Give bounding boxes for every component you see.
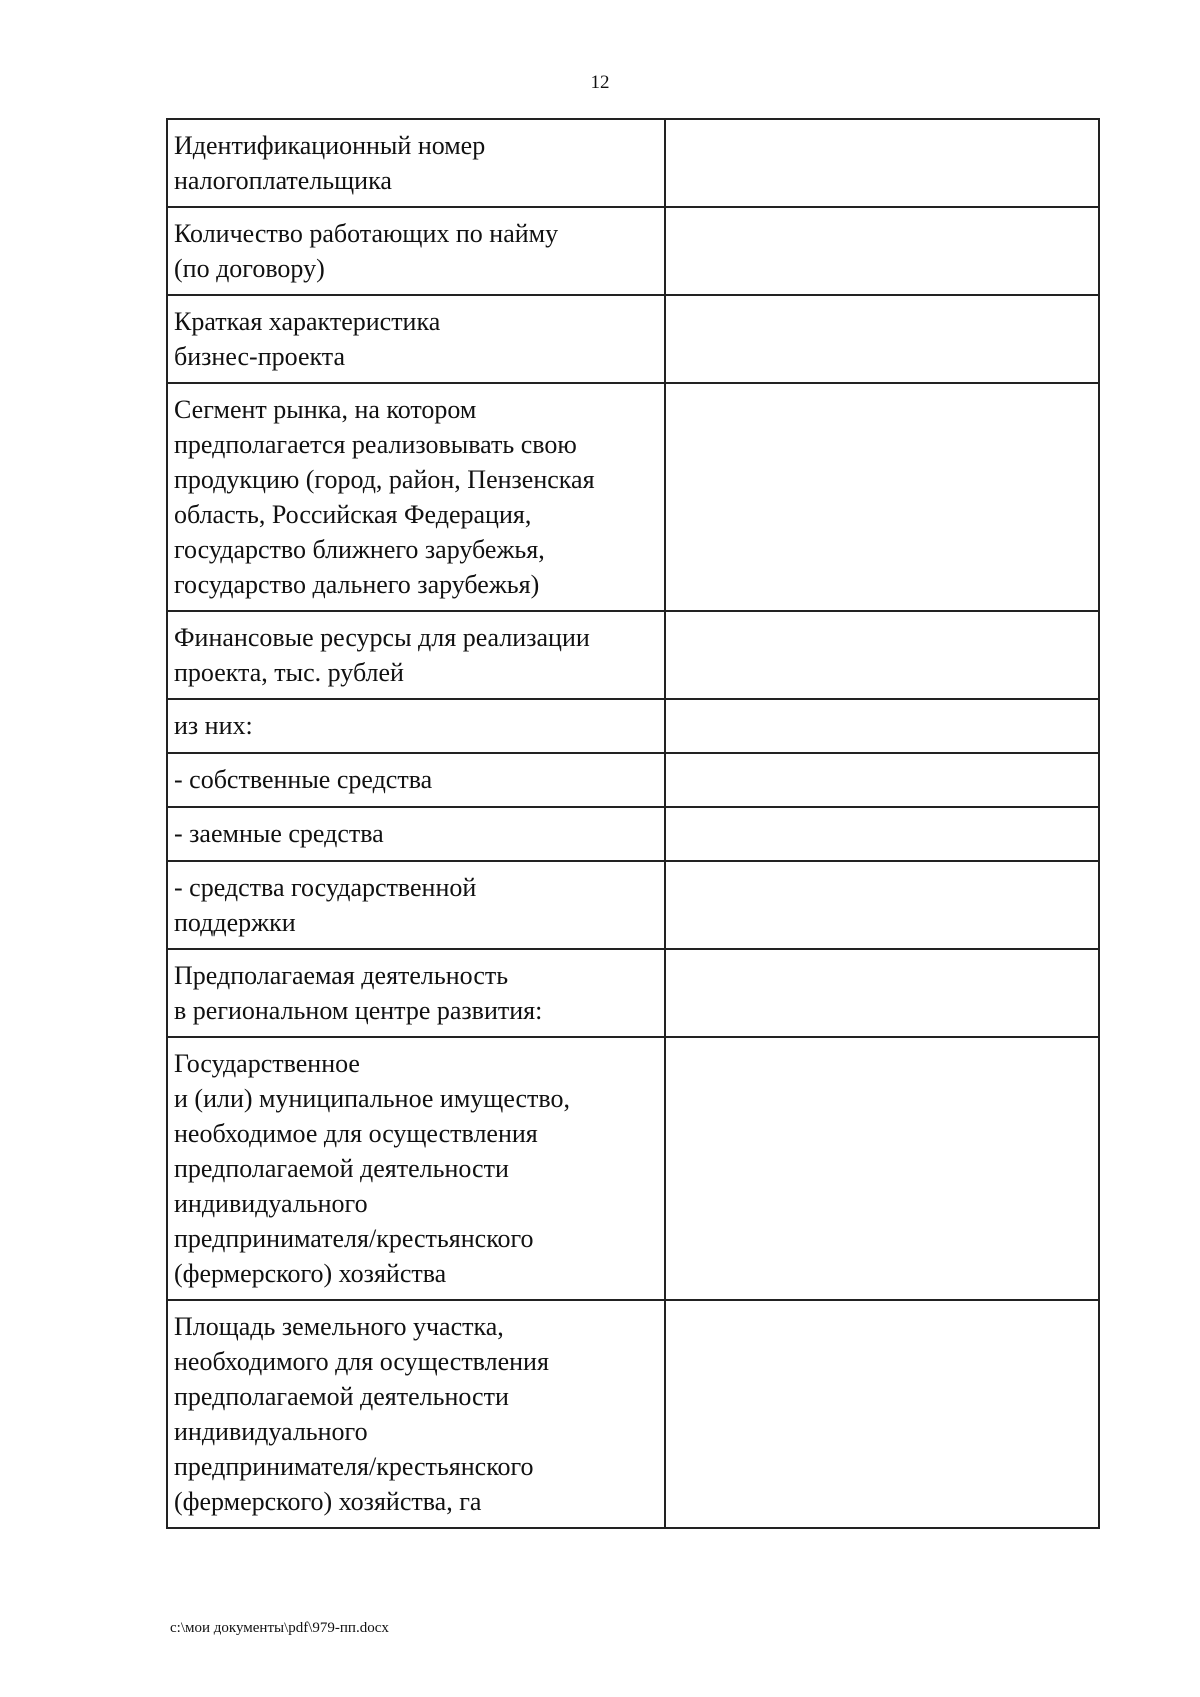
row-value-cell[interactable] [665, 1037, 1099, 1300]
table-row [167, 295, 1099, 383]
table-row [167, 207, 1099, 295]
row-value-cell[interactable] [665, 1300, 1099, 1528]
table-row [167, 807, 1099, 861]
table-row [167, 1300, 1099, 1528]
footer-file-path: c:\мои документы\pdf\979-пп.docx [170, 1620, 389, 1636]
row-value-cell[interactable] [665, 207, 1099, 295]
row-label: - средства государственной поддержки [167, 861, 665, 949]
row-label: Финансовые ресурсы для реализации проекта, тыс. рублей [167, 611, 665, 699]
row-label: - собственные средства [167, 753, 665, 807]
row-label: Государственное и (или) муниципальное имущество, необходимое для осуществления предполагаемой деятельности индивидуального предпринимателя/крестьянского (фермерского) хозяйства [167, 1037, 665, 1300]
row-value-cell[interactable] [665, 611, 1099, 699]
row-label: - заемные средства [167, 807, 665, 861]
row-label: Сегмент рынка, на котором предполагается реализовывать свою продукцию (город, район, Пензенская область, Российская Федерация, государство ближнего зарубежья, государство дальнего зарубежья) [167, 383, 665, 611]
row-value-cell[interactable] [665, 949, 1099, 1037]
table-row [167, 383, 1099, 611]
row-value-cell[interactable] [665, 119, 1099, 207]
table-row [167, 611, 1099, 699]
row-label: Количество работающих по найму (по договору) [167, 207, 665, 295]
row-value-cell[interactable] [665, 753, 1099, 807]
row-value-cell[interactable] [665, 295, 1099, 383]
table-row [167, 699, 1099, 753]
row-value-cell[interactable] [665, 807, 1099, 861]
row-value-cell[interactable] [665, 383, 1099, 611]
application-form-table [166, 118, 1100, 1529]
row-label: Предполагаемая деятельность в региональном центре развития: [167, 949, 665, 1037]
table-row [167, 949, 1099, 1037]
row-label: Площадь земельного участка, необходимого для осуществления предполагаемой деятельности индивидуального предпринимателя/крестьянского (фермерского) хозяйства, га [167, 1300, 665, 1528]
row-label: из них: [167, 699, 665, 753]
row-label: Идентификационный номер налогоплательщика [167, 119, 665, 207]
page-number: 12 [590, 72, 610, 93]
table-row [167, 861, 1099, 949]
row-label: Краткая характеристика бизнес-проекта [167, 295, 665, 383]
row-value-cell[interactable] [665, 699, 1099, 753]
row-value-cell[interactable] [665, 861, 1099, 949]
table-row [167, 119, 1099, 207]
table-row [167, 1037, 1099, 1300]
table-row [167, 753, 1099, 807]
